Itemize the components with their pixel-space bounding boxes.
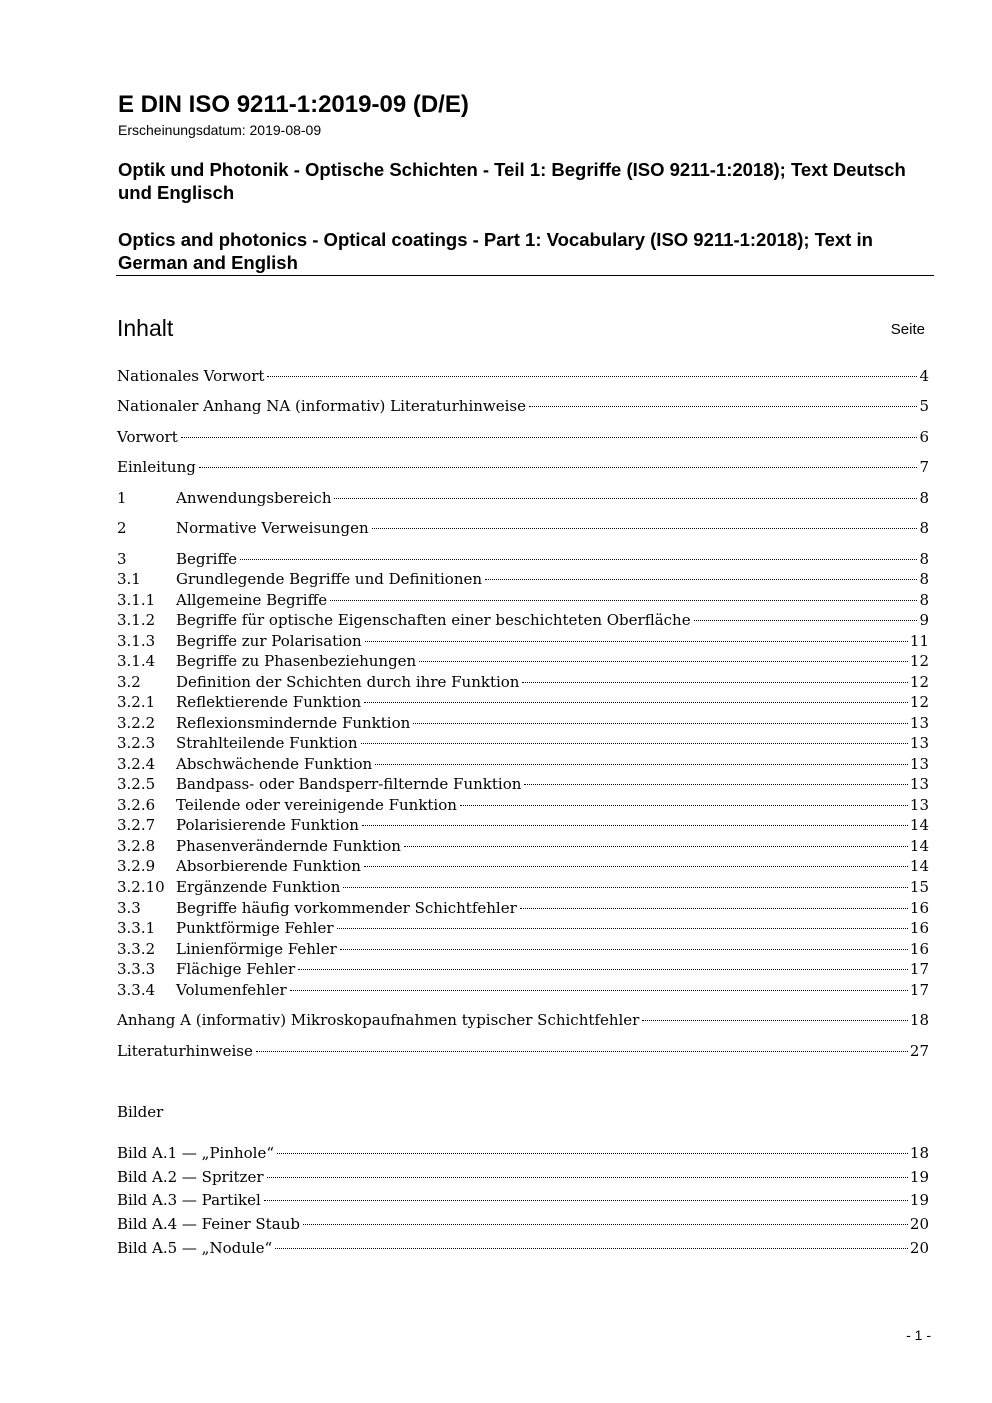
toc-entry-number: 3.2.2 [117,714,156,732]
toc-entry-number: 3.1.2 [117,611,156,629]
toc-entry-number: 3.2 [117,673,141,691]
toc-leader-dots [303,1224,908,1225]
toc-leader-dots [485,579,917,580]
toc-entry-page: 7 [919,458,929,476]
toc-entry-page: 8 [919,550,929,568]
toc-leader-dots [524,784,908,785]
toc-entry[interactable] [117,877,929,897]
toc-entry-page: 11 [909,632,929,650]
toc-entry-page: 12 [909,693,929,711]
toc-entry-title: Phasenverändernde Funktion [176,837,401,855]
toc-leader-dots [520,908,908,909]
toc-entry-number: 3.1.1 [117,591,156,609]
toc-entry-page: 16 [909,919,929,937]
toc-leader-dots [267,376,917,377]
toc-entry-title: Begriffe [176,550,238,568]
figure-entry-page: 18 [909,1144,929,1162]
toc-entry[interactable] [117,918,929,938]
toc-entry-number: 3.2.7 [117,816,156,834]
figure-entry[interactable] [117,1214,929,1234]
figure-entry-title: Bild A.4 — Feiner Staub [117,1215,300,1233]
toc-entry[interactable] [117,939,929,959]
toc-leader-dots [362,825,908,826]
toc-entry[interactable] [117,569,929,589]
toc-entry-number: 3 [117,550,127,568]
toc-leader-dots [181,437,918,438]
toc-leader-dots [404,846,908,847]
toc-entry[interactable] [117,488,929,508]
toc-entry-number: 3.2.8 [117,837,156,855]
toc-leader-dots [419,661,908,662]
toc-entry[interactable] [117,713,929,733]
toc-entry-page: 13 [909,755,929,773]
toc-leader-dots [529,406,917,407]
toc-entry-title: Nationaler Anhang NA (informativ) Literaturhinweise [117,397,526,415]
toc-entry[interactable] [117,795,929,815]
toc-leader-dots [522,682,907,683]
toc-entry-page: 13 [909,714,929,732]
toc-entry-number: 3.3.3 [117,960,156,978]
toc-entry-title: Flächige Fehler [176,960,296,978]
toc-leader-dots [277,1153,908,1154]
toc-page-column-label: Seite [890,321,925,338]
toc-entry-title: Begriffe häufig vorkommender Schichtfehler [176,899,517,917]
toc-entry[interactable] [117,1010,929,1030]
toc-entry[interactable] [117,754,929,774]
toc-entry-page: 12 [909,652,929,670]
figure-entry-title: Bild A.1 — „Pinhole“ [117,1144,275,1162]
toc-entry-page: 18 [909,1011,929,1029]
toc-entry[interactable] [117,856,929,876]
toc-entry-title: Anwendungsbereich [176,489,332,507]
page-number: - 1 - [906,1327,931,1343]
toc-entry-title: Punktförmige Fehler [176,919,334,937]
toc-entry[interactable] [117,774,929,794]
toc-entry-number: 2 [117,519,127,537]
toc-entry-number: 3.1 [117,570,141,588]
figure-entry-title: Bild A.3 — Partikel [117,1191,261,1209]
toc-entry-number: 3.1.4 [117,652,156,670]
toc-leader-dots [298,969,908,970]
toc-entry[interactable] [117,815,929,835]
toc-entry[interactable] [117,651,929,671]
toc-leader-dots [256,1051,908,1052]
toc-entry[interactable] [117,898,929,918]
toc-entry-number: 1 [117,489,127,507]
toc-entry-title: Begriffe zur Polarisation [176,632,362,650]
toc-entry[interactable] [117,1041,929,1061]
figure-entry-page: 19 [909,1168,929,1186]
toc-leader-dots [375,764,908,765]
toc-entry-title: Reflektierende Funktion [176,693,362,711]
toc-leader-dots [372,528,918,529]
figure-entry-title: Bild A.5 — „Nodule“ [117,1239,273,1257]
toc-entry-page: 27 [909,1042,929,1060]
toc-leader-dots [240,559,917,560]
toc-entry-number: 3.2.10 [117,878,165,896]
subtitle-german: Optik und Photonik - Optische Schichten - Teil 1: Begriffe (ISO 9211-1:2018); Text Deutsch und Englisch [118,159,906,203]
toc-leader-dots [267,1177,908,1178]
toc-entry-page: 15 [909,878,929,896]
toc-entry[interactable] [117,836,929,856]
toc-leader-dots [340,949,908,950]
toc-entry-number: 3.2.1 [117,693,156,711]
figure-entry-page: 20 [909,1239,929,1257]
toc-entry-title: Nationales Vorwort [117,367,265,385]
toc-leader-dots [334,498,917,499]
toc-entry-number: 3.3 [117,899,141,917]
toc-leader-dots [330,600,917,601]
figure-entry-page: 19 [909,1191,929,1209]
figure-entry-page: 20 [909,1215,929,1233]
toc-entry[interactable] [117,549,929,569]
toc-entry-page: 16 [909,899,929,917]
toc-entry-title: Literaturhinweise [117,1042,253,1060]
toc-leader-dots [365,641,908,642]
toc-entry-title: Normative Verweisungen [176,519,369,537]
toc-entry-number: 3.2.9 [117,857,156,875]
toc-entry-number: 3.3.1 [117,919,156,937]
toc-entry-title: Grundlegende Begriffe und Definitionen [176,570,483,588]
figure-entry[interactable] [117,1190,929,1210]
toc-leader-dots [199,467,918,468]
toc-leader-dots [364,866,908,867]
toc-entry-page: 8 [919,489,929,507]
toc-entry[interactable] [117,457,929,477]
toc-entry-title: Polarisierende Funktion [176,816,359,834]
toc-entry-title: Teilende oder vereinigende Funktion [176,796,457,814]
toc-entry[interactable] [117,959,929,979]
toc-entry-page: 8 [919,570,929,588]
toc-entry-title: Bandpass- oder Bandsperr-filternde Funktion [176,775,522,793]
toc-entry[interactable] [117,692,929,712]
toc-entry-title: Vorwort [117,428,178,446]
toc-entry-page: 13 [909,796,929,814]
toc-entry-page: 14 [909,837,929,855]
toc-entry[interactable] [117,631,929,651]
toc-entry-page: 13 [909,734,929,752]
figure-entry[interactable] [117,1143,929,1163]
document-title: E DIN ISO 9211-1:2019-09 (D/E) [118,91,469,118]
toc-leader-dots [290,990,908,991]
toc-leader-dots [364,702,908,703]
toc-entry[interactable] [117,366,929,386]
toc-entry-title: Einleitung [117,458,196,476]
toc-leader-dots [413,723,908,724]
figure-entry[interactable] [117,1238,929,1258]
toc-entry-number: 3.3.4 [117,981,156,999]
toc-entry[interactable] [117,427,929,447]
toc-entry[interactable] [117,733,929,753]
publication-date: Erscheinungsdatum: 2019-08-09 [118,122,322,138]
toc-leader-dots [337,928,908,929]
toc-leader-dots [460,805,908,806]
figure-entry[interactable] [117,1167,929,1187]
toc-entry-title: Abschwächende Funktion [176,755,373,773]
figure-entry-title: Bild A.2 — Spritzer [117,1168,264,1186]
subtitle-english: Optics and photonics - Optical coatings - Part 1: Vocabulary (ISO 9211-1:2018); Text in German and English [118,229,873,273]
toc-entry-page: 8 [919,519,929,537]
toc-entry-page: 5 [919,397,929,415]
toc-entry-title: Anhang A (informativ) Mikroskopaufnahmen typischer Schichtfehler [117,1011,640,1029]
toc-entry-page: 17 [909,960,929,978]
toc-leader-dots [642,1020,908,1021]
toc-entry-number: 3.2.6 [117,796,156,814]
toc-entry-page: 17 [909,981,929,999]
toc-entry[interactable] [117,672,929,692]
toc-entry-title: Linienförmige Fehler [176,940,337,958]
toc-entry-page: 12 [909,673,929,691]
toc-entry-number: 3.2.5 [117,775,156,793]
toc-entry-number: 3.2.3 [117,734,156,752]
toc-leader-dots [694,620,918,621]
toc-leader-dots [275,1248,908,1249]
toc-entry-title: Reflexionsmindernde Funktion [176,714,411,732]
toc-entry-title: Begriffe für optische Eigenschaften einer beschichteten Oberfläche [176,611,691,629]
toc-leader-dots [264,1200,908,1201]
toc-entry[interactable] [117,610,929,630]
toc-entry-page: 8 [919,591,929,609]
toc-entry[interactable] [117,396,929,416]
toc-entry-title: Begriffe zu Phasenbeziehungen [176,652,417,670]
toc-entry-page: 6 [919,428,929,446]
toc-heading: Inhalt [117,315,174,341]
toc-entry-number: 3.2.4 [117,755,156,773]
toc-entry-number: 3.1.3 [117,632,156,650]
toc-entry-page: 16 [909,940,929,958]
toc-entry-page: 13 [909,775,929,793]
toc-leader-dots [361,743,908,744]
toc-entry-title: Absorbierende Funktion [176,857,361,875]
toc-entry-page: 14 [909,857,929,875]
toc-entry-page: 14 [909,816,929,834]
toc-entry[interactable] [117,980,929,1000]
toc-entry-title: Definition der Schichten durch ihre Funktion [176,673,520,691]
toc-entry[interactable] [117,518,929,538]
figures-heading: Bilder [117,1103,164,1121]
toc-entry-page: 4 [919,367,929,385]
toc-entry-title: Volumenfehler [176,981,287,999]
toc-leader-dots [343,887,908,888]
toc-entry-title: Strahlteilende Funktion [176,734,358,752]
toc-entry-number: 3.3.2 [117,940,156,958]
toc-entry-page: 9 [919,611,929,629]
toc-entry[interactable] [117,590,929,610]
header-divider [116,275,934,276]
toc-entry-title: Ergänzende Funktion [176,878,341,896]
toc-entry-title: Allgemeine Begriffe [176,591,328,609]
